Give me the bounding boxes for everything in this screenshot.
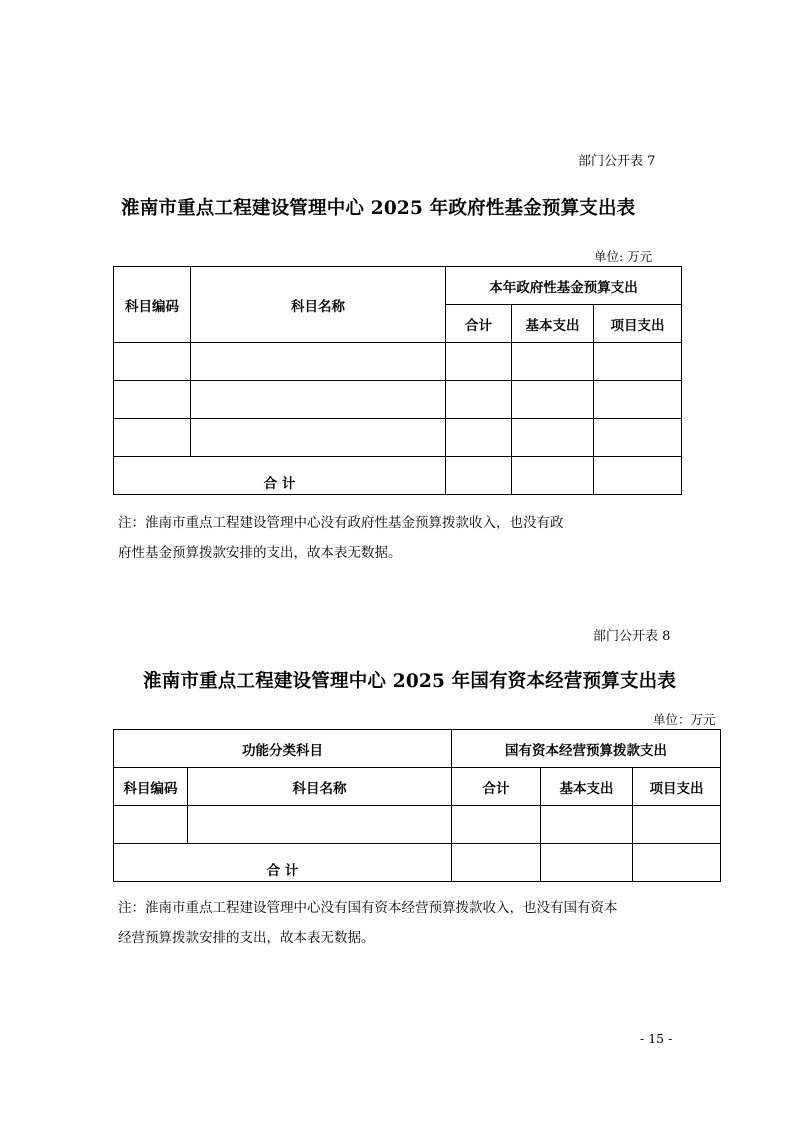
cell-code: [114, 806, 188, 844]
cell-name: [188, 806, 452, 844]
cell-basic: [512, 419, 594, 457]
table-row: [114, 419, 682, 457]
header-total: 合计: [452, 768, 541, 806]
cell-total: [446, 419, 512, 457]
cell-total: [452, 806, 541, 844]
header-project: 项目支出: [633, 768, 721, 806]
cell-project: [594, 343, 682, 381]
table8-note-line1: 注：淮南市重点工程建设管理中心没有国有资本经营预算拨款收入，也没有国有资本: [118, 900, 618, 916]
cell-project: [633, 806, 721, 844]
table7: [113, 266, 682, 495]
table-sum-row: [114, 457, 682, 495]
table8-note: [118, 893, 738, 953]
page-number: - 15 -: [640, 1031, 673, 1046]
header-name: 科目名称: [188, 768, 452, 806]
cell-code: [114, 419, 191, 457]
header-total: 合计: [446, 305, 512, 343]
cell-name: [191, 343, 446, 381]
header-project: 项目支出: [594, 305, 682, 343]
cell-name: [191, 381, 446, 419]
table7-note-line2: 府性基金预算拨款安排的支出，故本表无数据。: [118, 545, 402, 561]
cell-total: [446, 343, 512, 381]
header-basic: 基本支出: [512, 305, 594, 343]
table7-unit: 单位: 万元: [594, 249, 653, 264]
cell-code: [114, 381, 191, 419]
table-sum-row: [114, 844, 721, 882]
cell-code: [114, 343, 191, 381]
table-row: [114, 806, 721, 844]
cell-basic: [512, 343, 594, 381]
table-row: [114, 343, 682, 381]
table7-title: 淮南市重点工程建设管理中心 2025 年政府性基金预算支出表: [121, 198, 636, 219]
sum-label: 合 计: [114, 844, 452, 882]
table8-title: 淮南市重点工程建设管理中心 2025 年国有资本经营预算支出表: [143, 671, 677, 692]
header-group: 国有资本经营预算拨款支出: [452, 730, 721, 768]
table7-note-line1: 注：淮南市重点工程建设管理中心没有政府性基金预算拨款收入，也没有政: [118, 515, 564, 531]
header-code: 科目编码: [114, 267, 191, 343]
header-name: 科目名称: [191, 267, 446, 343]
cell-name: [191, 419, 446, 457]
table8: [113, 729, 721, 882]
header-basic: 基本支出: [541, 768, 633, 806]
cell-project: [594, 419, 682, 457]
table8-tag: 部门公开表 8: [593, 629, 671, 644]
cell-basic: [541, 806, 633, 844]
table8-unit: 单位：万元: [653, 712, 716, 727]
sum-label: 合 计: [114, 457, 446, 495]
cell-basic: [512, 381, 594, 419]
header-func: 功能分类科目: [114, 730, 452, 768]
cell-total: [446, 381, 512, 419]
table7-tag: 部门公开表 7: [578, 154, 656, 169]
cell-project: [594, 381, 682, 419]
table8-note-line2: 经营预算拨款安排的支出，故本表无数据。: [118, 930, 375, 946]
header-group: 本年政府性基金预算支出: [446, 267, 682, 305]
table7-note: [118, 508, 728, 568]
header-code: 科目编码: [114, 768, 188, 806]
table-row: [114, 381, 682, 419]
